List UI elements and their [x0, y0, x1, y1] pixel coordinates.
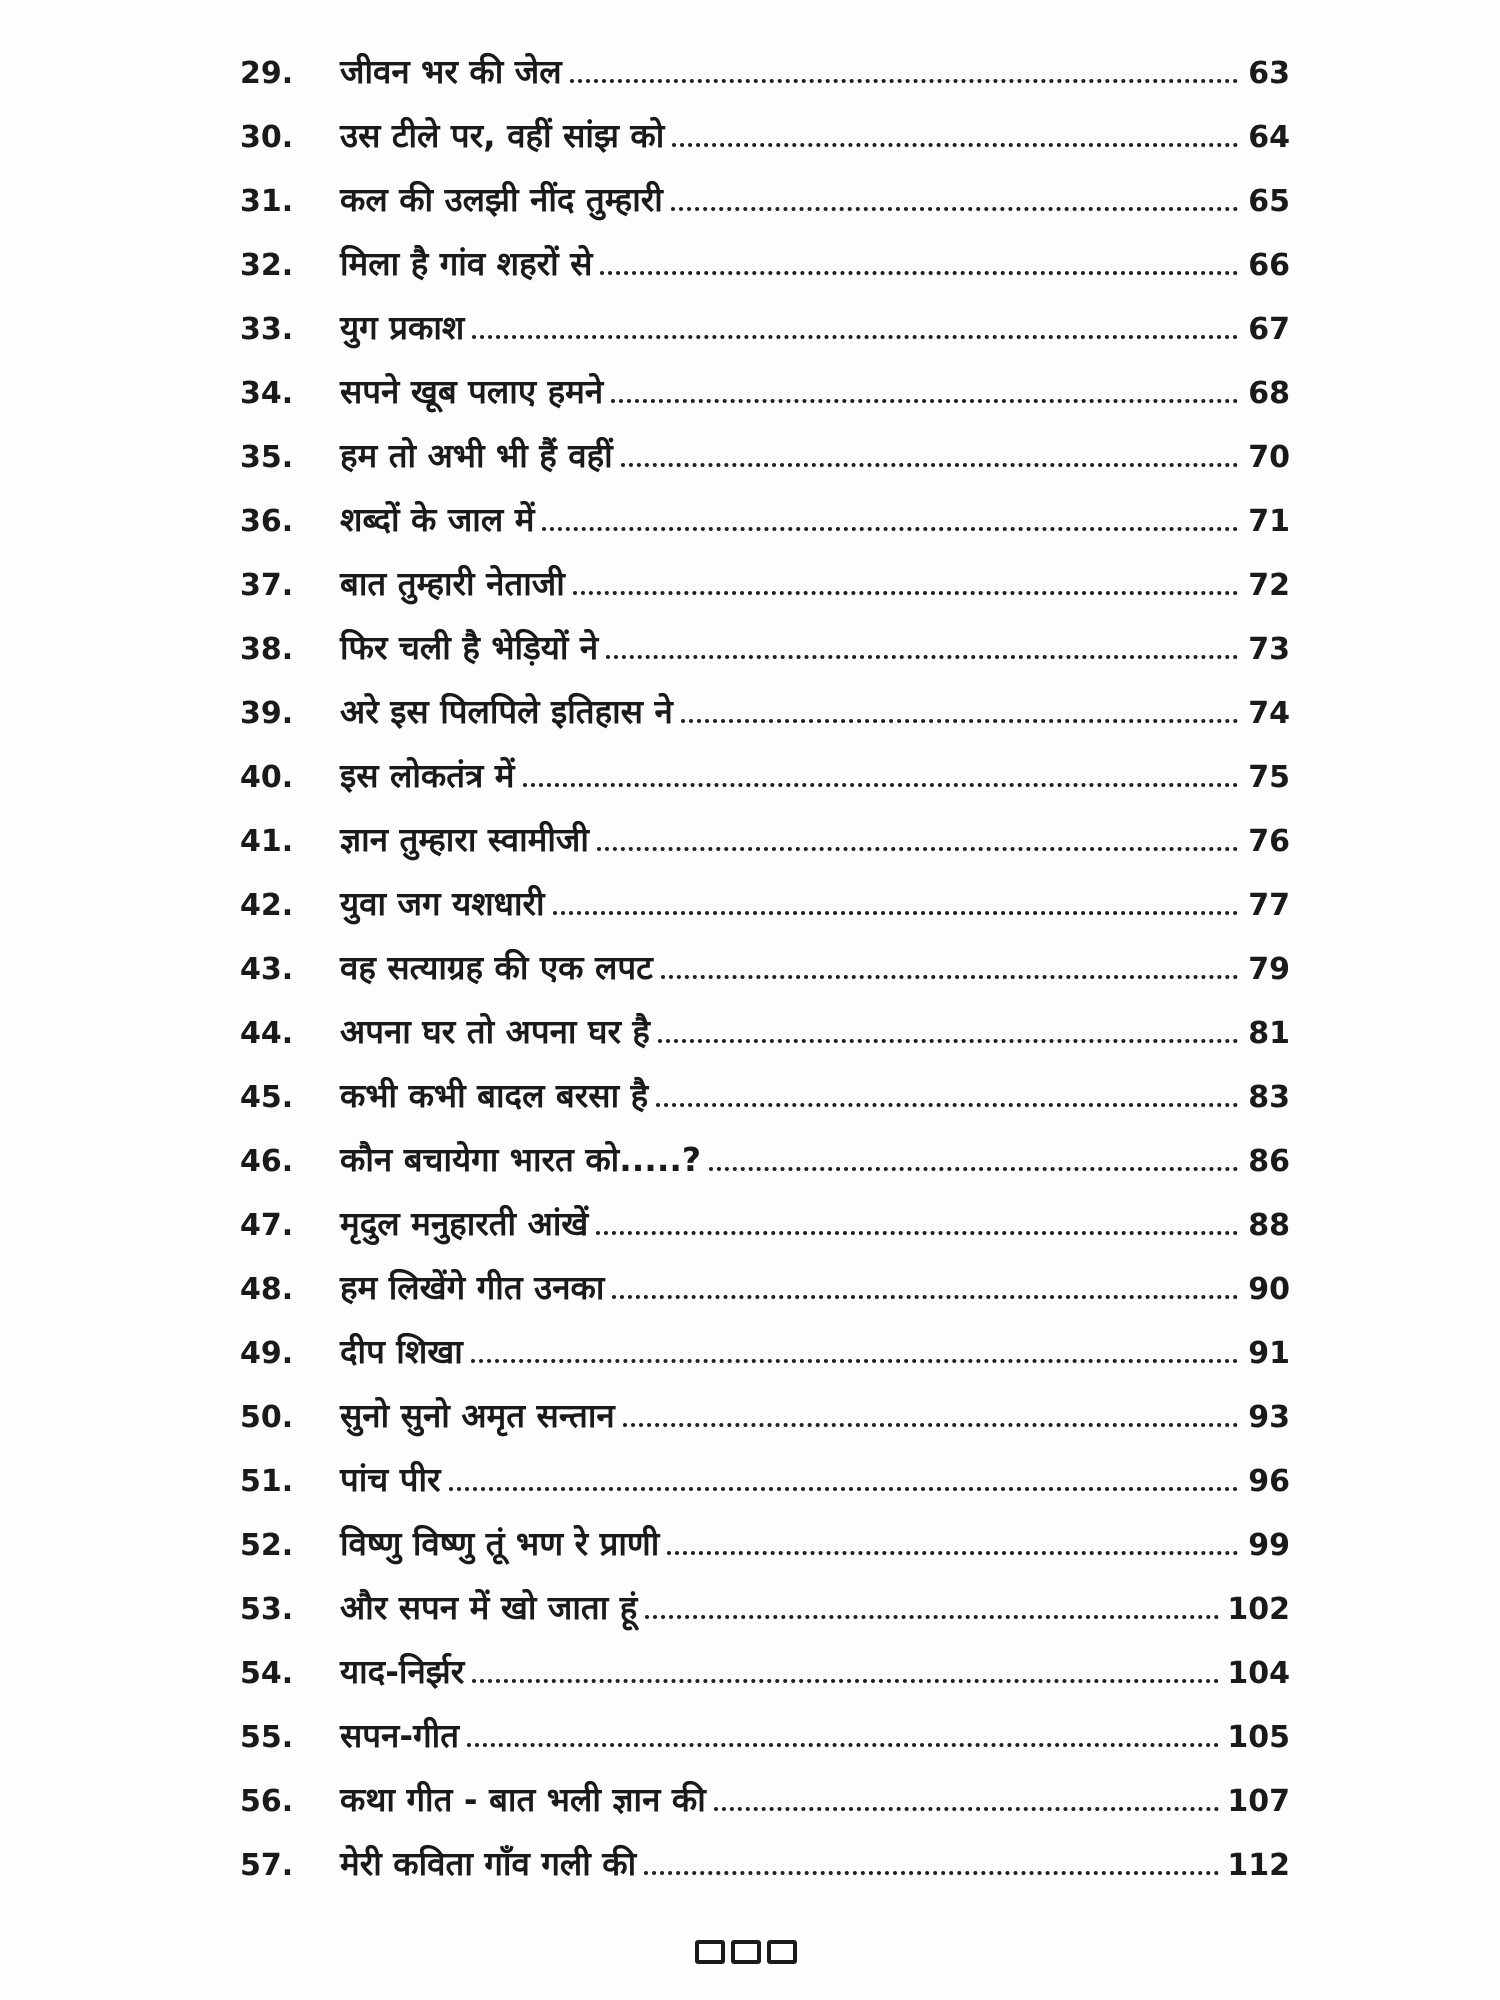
- toc-entry-title: सपने खूब पलाए हमने: [340, 372, 604, 411]
- toc-entry: [240, 1704, 1290, 1768]
- toc-entry-number: 47.: [240, 1208, 294, 1243]
- toc-entry-title: मृदुल मनुहारती आंखें: [340, 1204, 589, 1243]
- dot-leader: [644, 1871, 1219, 1875]
- toc-entry-title: युवा जग यशधारी: [340, 884, 545, 923]
- toc-entry-page-number: 70: [1248, 440, 1290, 475]
- toc-entry: [240, 1064, 1290, 1128]
- toc-entry-number: 34.: [240, 376, 294, 411]
- toc-entry-title: ज्ञान तुम्हारा स्वामीजी: [340, 820, 589, 859]
- toc-entry: [240, 1576, 1290, 1640]
- toc-entry-title: कल की उलझी नींद तुम्हारी: [340, 180, 663, 219]
- toc-entry: [240, 1256, 1290, 1320]
- end-box-icon: [731, 1940, 761, 1964]
- toc-entry-number: 31.: [240, 184, 294, 219]
- dot-leader: [596, 1231, 1238, 1235]
- toc-entry-number: 51.: [240, 1464, 294, 1499]
- toc-entry: [240, 424, 1290, 488]
- toc-entry-title: कौन बचायेगा भारत को.....?: [340, 1140, 702, 1179]
- toc-entry-title: शब्दों के जाल में: [340, 500, 535, 539]
- dot-leader: [573, 591, 1238, 595]
- toc-entry: [240, 744, 1290, 808]
- toc-entry-title: जीवन भर की जेल: [340, 52, 562, 91]
- toc-entry-page-number: 67: [1248, 312, 1290, 347]
- toc-entry-title: और सपन में खो जाता हूं: [340, 1588, 638, 1627]
- dot-leader: [667, 1551, 1238, 1555]
- dot-leader: [606, 655, 1238, 659]
- toc-entry-number: 50.: [240, 1400, 294, 1435]
- toc-entry-page-number: 112: [1227, 1848, 1290, 1883]
- toc-entry: [240, 1448, 1290, 1512]
- toc-entry-page-number: 75: [1248, 760, 1290, 795]
- toc-entry-number: 46.: [240, 1144, 294, 1179]
- toc-entry: [240, 1512, 1290, 1576]
- toc-entry: [240, 232, 1290, 296]
- toc-entry-page-number: 72: [1248, 568, 1290, 603]
- end-of-section-mark: [695, 1940, 797, 1964]
- dot-leader: [542, 527, 1238, 531]
- toc-entry-number: 32.: [240, 248, 294, 283]
- toc-entry-title: सपन-गीत: [340, 1716, 459, 1755]
- toc-entry-page-number: 102: [1227, 1592, 1290, 1627]
- toc-entry-page-number: 107: [1227, 1784, 1290, 1819]
- toc-entry-number: 41.: [240, 824, 294, 859]
- toc-entry-page-number: 71: [1248, 504, 1290, 539]
- toc-entry-page-number: 88: [1248, 1208, 1290, 1243]
- toc-entry-title: बात तुम्हारी नेताजी: [340, 564, 565, 603]
- toc-entry-number: 30.: [240, 120, 294, 155]
- dot-leader: [612, 1295, 1238, 1299]
- toc-entry-page-number: 91: [1248, 1336, 1290, 1371]
- toc-entry-title: उस टीले पर, वहीं सांझ को: [340, 116, 665, 155]
- toc-entry-title: याद-निर्झर: [340, 1652, 465, 1691]
- toc-entry: [240, 40, 1290, 104]
- toc-entry-number: 53.: [240, 1592, 294, 1627]
- toc-entry-page-number: 74: [1248, 696, 1290, 731]
- toc-entry-number: 35.: [240, 440, 294, 475]
- toc-entry: [240, 1768, 1290, 1832]
- toc-entry-number: 38.: [240, 632, 294, 667]
- toc-entry-number: 45.: [240, 1080, 294, 1115]
- toc-entry-number: 40.: [240, 760, 294, 795]
- toc-entry-page-number: 104: [1227, 1656, 1290, 1691]
- toc-entry: [240, 1128, 1290, 1192]
- dot-leader: [472, 1679, 1219, 1683]
- toc-entry-page-number: 68: [1248, 376, 1290, 411]
- toc-entry: [240, 296, 1290, 360]
- toc-entry-number: 48.: [240, 1272, 294, 1307]
- dot-leader: [661, 975, 1238, 979]
- toc-entry-page-number: 81: [1248, 1016, 1290, 1051]
- toc-entry-number: 57.: [240, 1848, 294, 1883]
- toc-entry: [240, 1384, 1290, 1448]
- toc-entry-title: अरे इस पिलपिले इतिहास ने: [340, 692, 673, 731]
- dot-leader: [645, 1615, 1219, 1619]
- toc-entry-title: हम तो अभी भी हैं वहीं: [340, 436, 613, 475]
- toc-entry-title: कभी कभी बादल बरसा है: [340, 1076, 649, 1115]
- dot-leader: [621, 463, 1238, 467]
- dot-leader: [671, 207, 1238, 211]
- toc-entry: [240, 616, 1290, 680]
- toc-entry-page-number: 73: [1248, 632, 1290, 667]
- toc-entry-page-number: 83: [1248, 1080, 1290, 1115]
- toc-entry-number: 54.: [240, 1656, 294, 1691]
- toc-entry: [240, 680, 1290, 744]
- toc-entry: [240, 1832, 1290, 1896]
- toc-entry: [240, 1192, 1290, 1256]
- dot-leader: [672, 143, 1238, 147]
- toc-entry-page-number: 66: [1248, 248, 1290, 283]
- toc-entry-title: इस लोकतंत्र में: [340, 756, 515, 795]
- toc-entry-number: 49.: [240, 1336, 294, 1371]
- toc-entry-number: 33.: [240, 312, 294, 347]
- dot-leader: [467, 1743, 1219, 1747]
- toc-entry-page-number: 99: [1248, 1528, 1290, 1563]
- dot-leader: [570, 79, 1238, 83]
- toc-entry-title: मेरी कविता गाँव गली की: [340, 1844, 637, 1883]
- toc-entry-page-number: 63: [1248, 56, 1290, 91]
- dot-leader: [611, 399, 1238, 403]
- toc-entry-title: कथा गीत - बात भली ज्ञान की: [340, 1780, 706, 1819]
- toc-entry: [240, 488, 1290, 552]
- toc-entry-number: 29.: [240, 56, 294, 91]
- toc-entry-title: युग प्रकाश: [340, 308, 465, 347]
- dot-leader: [714, 1807, 1220, 1811]
- dot-leader: [681, 719, 1238, 723]
- toc-entry: [240, 104, 1290, 168]
- toc-entry: [240, 552, 1290, 616]
- toc-entry-page-number: 64: [1248, 120, 1290, 155]
- toc-entry-page-number: 65: [1248, 184, 1290, 219]
- toc-entry: [240, 1640, 1290, 1704]
- toc-entry-title: वह सत्याग्रह की एक लपट: [340, 948, 653, 987]
- dot-leader: [449, 1487, 1238, 1491]
- dot-leader: [658, 1039, 1238, 1043]
- toc-entry-number: 42.: [240, 888, 294, 923]
- toc-entry-number: 43.: [240, 952, 294, 987]
- dot-leader: [597, 847, 1238, 851]
- dot-leader: [471, 1359, 1238, 1363]
- dot-leader: [523, 783, 1238, 787]
- end-box-icon: [767, 1940, 797, 1964]
- toc-entry-number: 52.: [240, 1528, 294, 1563]
- toc-entry-title: दीप शिखा: [340, 1332, 463, 1371]
- toc-entry: [240, 1000, 1290, 1064]
- dot-leader: [656, 1103, 1238, 1107]
- toc-entry: [240, 808, 1290, 872]
- toc-entry-title: पांच पीर: [340, 1460, 441, 1499]
- dot-leader: [553, 911, 1238, 915]
- toc-entry-number: 36.: [240, 504, 294, 539]
- toc-entry-page-number: 79: [1248, 952, 1290, 987]
- toc-entry-page-number: 93: [1248, 1400, 1290, 1435]
- toc-entry-page-number: 77: [1248, 888, 1290, 923]
- toc-entry-number: 56.: [240, 1784, 294, 1819]
- toc-entry-number: 55.: [240, 1720, 294, 1755]
- toc-entry-page-number: 86: [1248, 1144, 1290, 1179]
- dot-leader: [709, 1167, 1238, 1171]
- toc-entry-page-number: 105: [1227, 1720, 1290, 1755]
- toc-entry-number: 37.: [240, 568, 294, 603]
- toc-entry: [240, 1320, 1290, 1384]
- toc-entry: [240, 360, 1290, 424]
- toc-entry-title: हम लिखेंगे गीत उनका: [340, 1268, 605, 1307]
- toc-entry-title: विष्णु विष्णु तूं भण रे प्राणी: [340, 1524, 660, 1563]
- dot-leader: [623, 1423, 1238, 1427]
- toc-entry-title: फिर चली है भेड़ियों ने: [340, 628, 599, 667]
- toc-entry-number: 44.: [240, 1016, 294, 1051]
- toc-entry-page-number: 76: [1248, 824, 1290, 859]
- toc-entry-title: मिला है गांव शहरों से: [340, 244, 593, 283]
- toc-entry-page-number: 96: [1248, 1464, 1290, 1499]
- toc-entry: [240, 168, 1290, 232]
- toc-entry-title: सुनो सुनो अमृत सन्तान: [340, 1396, 615, 1435]
- toc-entry-number: 39.: [240, 696, 294, 731]
- dot-leader: [472, 335, 1238, 339]
- dot-leader: [600, 271, 1238, 275]
- toc-entry-page-number: 90: [1248, 1272, 1290, 1307]
- toc-entry: [240, 936, 1290, 1000]
- end-box-icon: [695, 1940, 725, 1964]
- table-of-contents: [240, 40, 1290, 1896]
- toc-entry-title: अपना घर तो अपना घर है: [340, 1012, 650, 1051]
- toc-entry: [240, 872, 1290, 936]
